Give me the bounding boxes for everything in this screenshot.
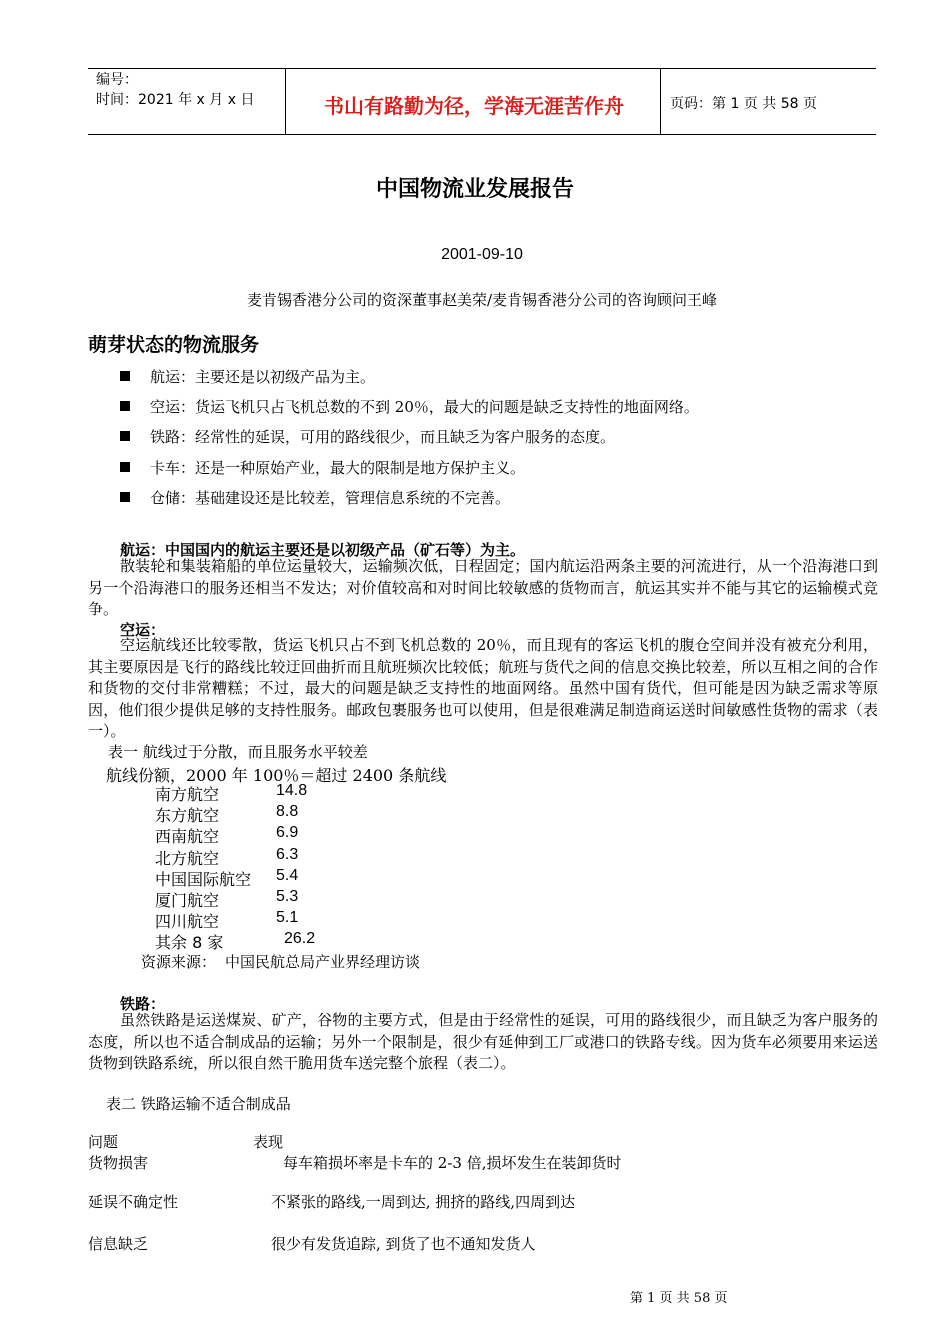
section-heading: 萌芽状态的物流服务 [88,334,260,356]
header-divider-right [660,68,661,135]
square-bullet-icon [120,462,130,472]
header-meta [96,70,254,110]
bullet-item: 仓储：基础建设还是比较差，管理信息系统的不完善。 [120,487,510,508]
bullet-item: 空运：货运飞机只占飞机总数的不到 20％，最大的问题是缺乏支持性的地面网络。 [120,396,699,417]
table-row-problem: 货物损害 [88,1154,149,1172]
document-author: 麦肯锡香港分公司的资深董事赵美荣/麦肯锡香港分公司的咨询顾问王峰 [246,291,718,309]
header-divider-left [285,68,286,135]
square-bullet-icon [120,492,130,502]
table-row-desc: 很少有发货追踪, 到货了也不通知发货人 [271,1235,536,1253]
table-row-problem: 延误不确定性 [88,1193,179,1211]
header-motto: 书山有路勤为径，学海无涯苦作舟 [324,94,624,118]
bullet-item: 卡车：还是一种原始产业，最大的限制是地方保护主义。 [120,457,525,478]
header-time: 时间：2021 年 x 月 x 日 [96,92,255,108]
header-top-rule [88,68,876,69]
table-two-title: 表二 铁路运输不适合制成品 [106,1095,291,1113]
document-date: 2001-09-10 [441,246,523,263]
header-page-number: 页码：第 1 页 共 58 页 [670,96,817,112]
bullet-item: 航运：主要还是以初级产品为主。 [120,366,375,387]
bullet-item: 铁路：经常性的延误，可用的路线很少，而且缺乏为客户服务的态度。 [120,426,615,447]
square-bullet-icon [120,371,130,381]
rail-paragraph: 虽然铁路是运送煤炭、矿产，谷物的主要方式，但是由于经常性的延误，可用的路线很少，而且缺乏为客户服务的态度，所以也不适合制成品的运输；另外一个限制是，很少有延伸到工厂或港口的铁路专线。因为货车必须要用来运送货物到铁路系统，所以很自然干脆用货车送完整个旅程（表二）。 [88,1011,878,1072]
table-row-desc: 每车箱损坏率是卡车的 2-3 倍,损坏发生在装卸货时 [283,1154,622,1172]
document-title: 中国物流业发展报告 [375,177,574,202]
shipping-heading: 航运：中国国内的航运主要还是以初级产品（矿石等）为主。 [120,541,526,559]
header-number: 编号： [96,72,138,88]
square-bullet-icon [120,401,130,411]
route-share-line: 航线份额，2000 年 100％＝超过 2400 条航线 [106,766,447,785]
table-row-desc: 不紧张的路线,一周到达, 拥挤的路线,四周到达 [271,1193,576,1211]
shipping-paragraph: 散装轮和集装箱船的单位运量较大，运输频次低，日程固定；国内航运沿两条主要的河流进行，从一个沿海港口到另一个沿海港口的服务还相当不发达；对价值较高和对时间比较敏感的货物而言，航运其实并不能与其它的运输模式竞争。 [88,557,878,618]
air-paragraph: 空运航线还比较零散，货运飞机只占不到飞机总数的 20％，而且现有的客运飞机的腹仓空间并没有被充分利用，其主要原因是飞行的路线比较迂回曲折而且航班频次比较低；航班与货代之间的信息交换比较差，所以互相之间的合作和货物的交付非常糟糕；不过，最大的问题是缺乏支持性的地面网络。虽然中国有货代，但可能是因为缺乏需求等原因，他们很少提供足够的支持性服务。邮政包裹服务也可以使用，但是很难满足制造商运送时间敏感性货物的需求（表一）。 [88,636,878,740]
table-two-col-problem: 问题 [88,1133,119,1151]
rail-heading: 铁路： [120,995,166,1013]
header-bottom-rule [88,134,876,135]
table-one-title: 表一 航线过于分散，而且服务水平较差 [108,743,368,761]
air-heading: 空运： [120,621,166,639]
table-two-col-desc: 表现 [253,1133,284,1151]
square-bullet-icon [120,431,130,441]
table-row-problem: 信息缺乏 [88,1235,149,1253]
table-one-source: 资源来源： 中国民航总局产业界经理访谈 [141,953,421,971]
airline-share-table: 南方航空 14.8 东方航空 8.8 西南航空 6.9 北方航空 6.3 中国国际航空 5.4 厦门航空 5.3 四川航空 5.1 其余 8 家 26.2 [155,782,316,952]
page-footer: 第 1 页 共 58 页 [630,1291,728,1306]
